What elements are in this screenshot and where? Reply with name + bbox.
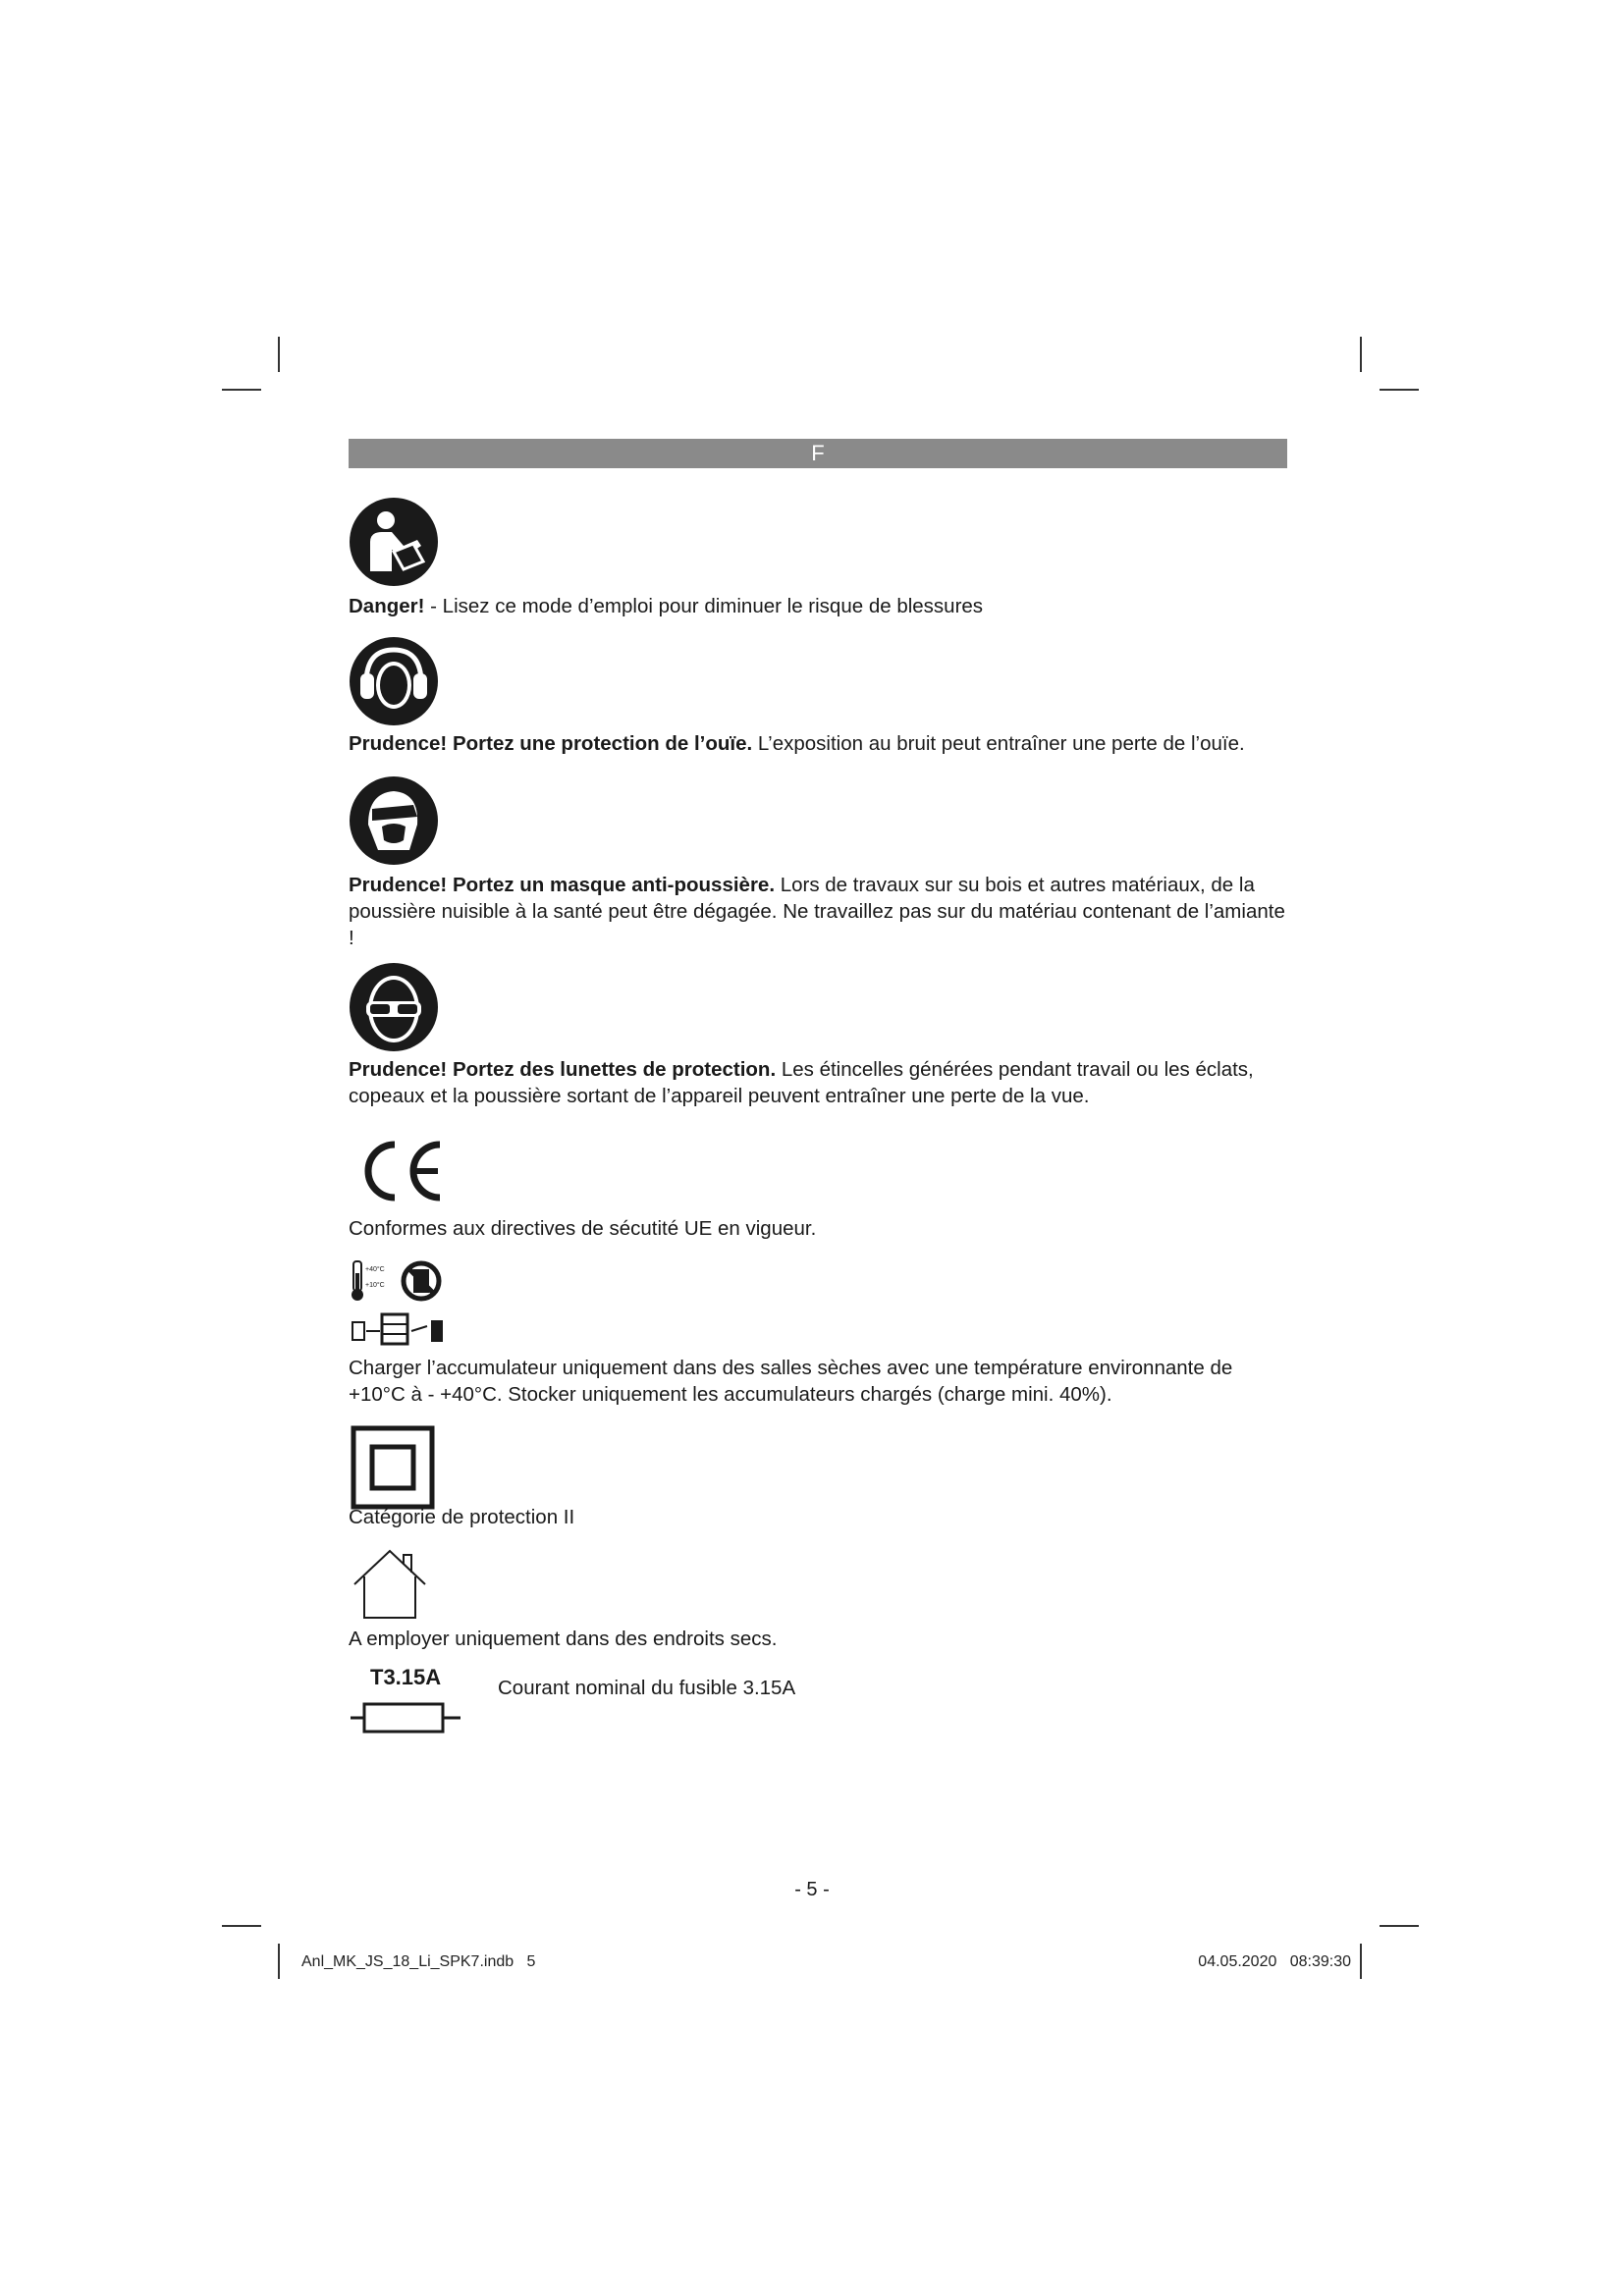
protection-class-ii-icon	[351, 1425, 435, 1515]
section-header-bar	[349, 439, 1287, 468]
crop-mark-bottom-right-h	[1380, 1925, 1419, 1927]
item-text: Conformes aux directives de sécutité UE en vigueur.	[349, 1217, 817, 1240]
ce-mark-icon	[355, 1139, 446, 1208]
item-text: Prudence! Portez une protection de l’ouïe. L’exposition au bruit peut entraîner une perte de l’ouïe.	[349, 732, 1245, 755]
item-text: Charger l’accumulateur uniquement dans des salles sèches avec une température environnante de +10°C à - +40°C. Stocker uniquement les accumulateurs chargés (charge mini. 40%).	[349, 1357, 1233, 1406]
item-text: Prudence! Portez un masque anti-poussière. Lors de travaux sur su bois et autres matériaux, de la poussière nuisible à la santé peut être dégagée. Ne travaillez pas sur du matériau contenant de l’amiante !	[349, 874, 1285, 949]
crop-mark-bottom-left-v	[278, 1944, 280, 1979]
dust-mask-icon	[349, 775, 439, 871]
crop-mark-top-right-h	[1380, 389, 1419, 391]
crop-mark-top-left-h	[222, 389, 261, 391]
page-number: - 5 -	[794, 1879, 830, 1900]
item-text: Catégorie de protection II	[349, 1506, 575, 1528]
fuse-text: Courant nominal du fusible 3.15A	[498, 1677, 796, 1699]
svg-text:+40°C: +40°C	[365, 1266, 385, 1273]
footer-file: Anl_MK_JS_18_Li_SPK7.indb 5	[301, 1953, 536, 1970]
footer-datetime: 04.05.2020 08:39:30	[1198, 1953, 1351, 1970]
fuse-label: T3.15A	[370, 1665, 442, 1689]
crop-mark-bottom-right-v	[1360, 1944, 1362, 1979]
crop-mark-bottom-left-h	[222, 1925, 261, 1927]
item-text: Danger! - Lisez ce mode d’emploi pour diminuer le risque de blessures	[349, 595, 984, 617]
fuse-icon	[351, 1698, 460, 1742]
eye-protection-icon	[349, 962, 439, 1057]
read-manual-icon	[349, 497, 439, 592]
crop-mark-top-right-v	[1360, 337, 1362, 372]
battery-storage-icon	[351, 1259, 449, 1355]
svg-text:+10°C: +10°C	[365, 1282, 385, 1289]
section-letter: F	[811, 441, 825, 465]
ear-protection-icon	[349, 636, 439, 731]
crop-mark-top-left-v	[278, 337, 280, 372]
item-text: A employer uniquement dans des endroits secs.	[349, 1628, 778, 1650]
indoor-use-icon	[351, 1547, 429, 1627]
item-text: Prudence! Portez des lunettes de protection. Les étincelles générées pendant travail ou les éclats, copeaux et la poussière sortant de l’appareil peuvent entraîner une perte de la vue.	[349, 1058, 1254, 1107]
